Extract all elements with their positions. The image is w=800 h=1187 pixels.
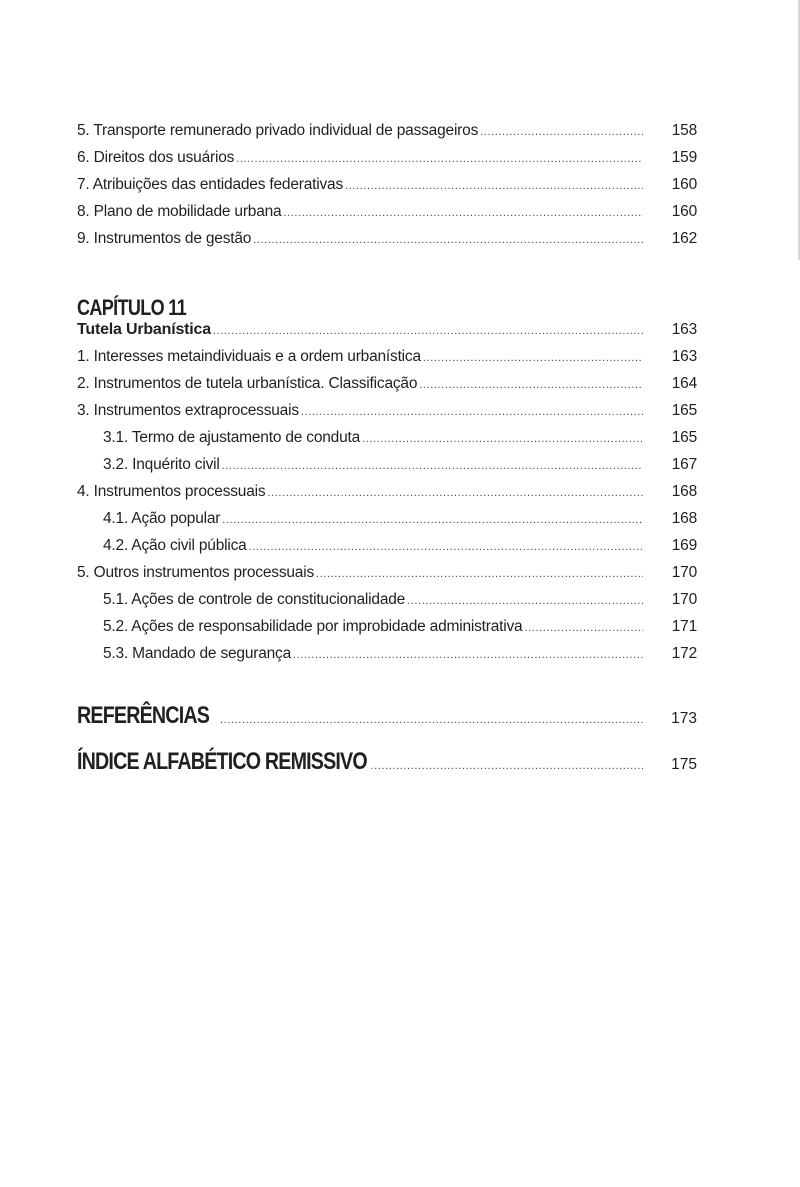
- toc-entry-label: 5. Outros instrumentos processuais: [77, 564, 314, 581]
- toc-subentry[interactable]: [77, 645, 697, 672]
- spacer: [77, 257, 697, 293]
- chapter-title-entry[interactable]: [77, 321, 697, 348]
- toc-entry-label: 2. Instrumentos de tutela urbanística. Classificação: [77, 375, 418, 392]
- dot-leader: [293, 649, 643, 661]
- toc-entry-label: 9. Instrumentos de gestão: [77, 230, 252, 247]
- dot-leader: [480, 126, 643, 138]
- toc-entry[interactable]: [77, 483, 697, 510]
- toc-subentry[interactable]: [77, 429, 697, 456]
- dot-leader: [220, 714, 643, 726]
- toc-entry-label: 4.2. Ação civil pública: [103, 537, 247, 554]
- toc-entry[interactable]: [77, 230, 697, 257]
- toc-entry[interactable]: [77, 149, 697, 176]
- dot-leader: [423, 352, 643, 364]
- toc-subentry[interactable]: [77, 591, 697, 618]
- dot-leader: [345, 180, 643, 192]
- dot-leader: [370, 760, 643, 772]
- dot-leader: [213, 325, 643, 337]
- dot-leader: [362, 433, 643, 445]
- dot-leader: [253, 234, 643, 246]
- toc-subentry[interactable]: [77, 618, 697, 645]
- toc-entry-page: 175: [671, 756, 697, 773]
- chapter-heading: CAPÍTULO 11: [77, 295, 187, 320]
- toc-entry-label: 3. Instrumentos extraprocessuais: [77, 402, 299, 419]
- toc-subentry[interactable]: [77, 456, 697, 483]
- toc-entry[interactable]: [77, 122, 697, 149]
- toc-entry-page: 159: [671, 149, 697, 166]
- dot-leader: [407, 595, 643, 607]
- toc-entry-label: 5.2. Ações de responsabilidade por improbidade administrativa: [103, 618, 523, 635]
- toc-entry-label: 1. Interesses metaindividuais e a ordem urbanística: [77, 348, 421, 365]
- toc-entry-page: 167: [671, 456, 697, 473]
- toc-entry-page: 168: [671, 483, 697, 500]
- references-entry[interactable]: [77, 702, 697, 748]
- toc-entry-page: 173: [671, 710, 697, 727]
- dot-leader: [222, 514, 643, 526]
- toc-entry-page: 160: [671, 176, 697, 193]
- dot-leader: [316, 568, 643, 580]
- dot-leader: [249, 541, 643, 553]
- toc-entry-label: 8. Plano de mobilidade urbana: [77, 203, 282, 220]
- toc-entry-page: 164: [671, 375, 697, 392]
- index-entry[interactable]: [77, 748, 697, 794]
- dot-leader: [267, 487, 643, 499]
- dot-leader: [301, 406, 643, 418]
- toc-entry-page: 169: [671, 537, 697, 554]
- table-of-contents: [77, 122, 697, 794]
- toc-entry-label: 5.3. Mandado de segurança: [103, 645, 292, 662]
- toc-entry-page: 163: [671, 348, 697, 365]
- spacer: [77, 672, 697, 702]
- dot-leader: [236, 153, 643, 165]
- references-heading: REFERÊNCIAS: [77, 702, 210, 729]
- toc-entry[interactable]: [77, 203, 697, 230]
- toc-entry-page: 162: [671, 230, 697, 247]
- dot-leader: [222, 460, 643, 472]
- toc-entry-label: 5. Transporte remunerado privado individual de passageiros: [77, 122, 479, 139]
- toc-entry-label: 7. Atribuições das entidades federativas: [77, 176, 344, 193]
- toc-entry-label: 6. Direitos dos usuários: [77, 149, 235, 166]
- toc-entry-label: 5.1. Ações de controle de constitucionalidade: [103, 591, 406, 608]
- toc-entry-label: 3.2. Inquérito civil: [103, 456, 220, 473]
- toc-entry-page: 160: [671, 203, 697, 220]
- dot-leader: [283, 207, 643, 219]
- toc-entry-label: 4. Instrumentos processuais: [77, 483, 266, 500]
- toc-entry-label: 3.1. Termo de ajustamento de conduta: [103, 429, 361, 446]
- dot-leader: [419, 379, 643, 391]
- toc-entry-label: 4.1. Ação popular: [103, 510, 221, 527]
- toc-entry-page: 170: [671, 591, 697, 608]
- toc-entry-page: 165: [671, 402, 697, 419]
- toc-entry-page: 158: [671, 122, 697, 139]
- toc-entry-page: 170: [671, 564, 697, 581]
- toc-entry-page: 168: [671, 510, 697, 527]
- chapter-title: Tutela Urbanística: [77, 321, 211, 338]
- toc-entry[interactable]: [77, 176, 697, 203]
- toc-entry-page: 171: [671, 618, 697, 635]
- toc-entry-page: 165: [671, 429, 697, 446]
- toc-subentry[interactable]: [77, 510, 697, 537]
- index-heading: ÍNDICE ALFABÉTICO REMISSIVO: [77, 748, 367, 775]
- toc-entry[interactable]: [77, 375, 697, 402]
- toc-entry-page: 163: [671, 321, 697, 338]
- toc-entry[interactable]: [77, 402, 697, 429]
- toc-entry[interactable]: [77, 564, 697, 591]
- toc-entry-page: 172: [671, 645, 697, 662]
- dot-leader: [524, 622, 643, 634]
- toc-subentry[interactable]: [77, 537, 697, 564]
- toc-entry[interactable]: [77, 348, 697, 375]
